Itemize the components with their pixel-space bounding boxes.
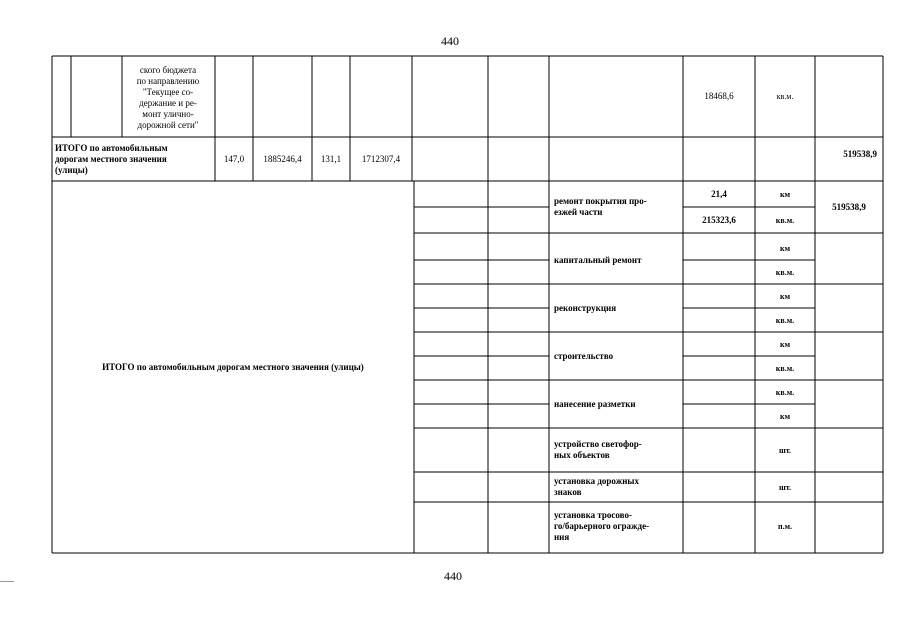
itogo-row-v2: 1885246,4 <box>263 153 302 164</box>
top-row-unit: кв.м. <box>776 91 794 101</box>
itogo-row-total: 519538,9 <box>843 148 877 159</box>
top-row-description: ского бюджета по направлению "Текущее со- держание и ре- монт улично- дорожной сети" <box>136 65 200 130</box>
category-value-resurfacing-sqm: 215323,6 <box>702 214 736 225</box>
category-unit-barrier: п.м. <box>777 521 793 531</box>
category-name-resurfacing: ремонт покрытия про- езжей части <box>554 196 647 217</box>
itogo-row-label: ИТОГО по автомобильным дорогам местного значения (улицы) <box>55 142 168 175</box>
category-unit-construction-sqm: кв.м. <box>775 363 795 373</box>
category-unit-construction-km: км <box>779 339 791 349</box>
category-unit-reconstruction-sqm: кв.м. <box>775 315 795 325</box>
category-name-capital-repair: капитальный ремонт <box>554 254 642 265</box>
top-row-value: 18468,6 <box>704 90 734 101</box>
category-unit-road-marking-sqm: кв.м. <box>775 387 795 397</box>
category-unit-traffic-lights: шт. <box>778 445 792 455</box>
category-name-barrier: установка тросово- го/барьерного огражде- ния <box>554 509 650 542</box>
page-number-bottom: 440 <box>444 569 462 583</box>
category-name-construction: строительство <box>554 350 614 361</box>
category-unit-resurfacing-sqm: кв.м. <box>775 215 795 225</box>
summary-total: 519538,9 <box>832 201 866 212</box>
category-name-traffic-lights: устройство светофор- ных объектов <box>554 439 642 460</box>
summary-label: ИТОГО по автомобильным дорогам местного значения (улицы) <box>102 361 364 372</box>
itogo-row-v3: 131,1 <box>320 153 342 164</box>
page-number-top: 440 <box>441 34 459 48</box>
category-name-reconstruction: реконструкция <box>554 302 617 313</box>
category-value-resurfacing-km: 21,4 <box>711 188 727 199</box>
category-unit-road-marking-km: км <box>779 411 791 421</box>
category-unit-road-signs: шт. <box>778 482 792 492</box>
category-unit-reconstruction-km: км <box>779 291 791 301</box>
category-name-road-signs: установка дорожных знаков <box>554 476 639 497</box>
itogo-row-v1: 147,0 <box>223 153 245 164</box>
category-name-road-marking: нанесение разметки <box>554 398 636 409</box>
category-unit-capital-repair-sqm: кв.м. <box>775 267 795 277</box>
category-unit-resurfacing-km: км <box>779 189 791 199</box>
category-unit-capital-repair-km: км <box>779 243 791 253</box>
itogo-row-v4: 1712307,4 <box>361 153 401 164</box>
